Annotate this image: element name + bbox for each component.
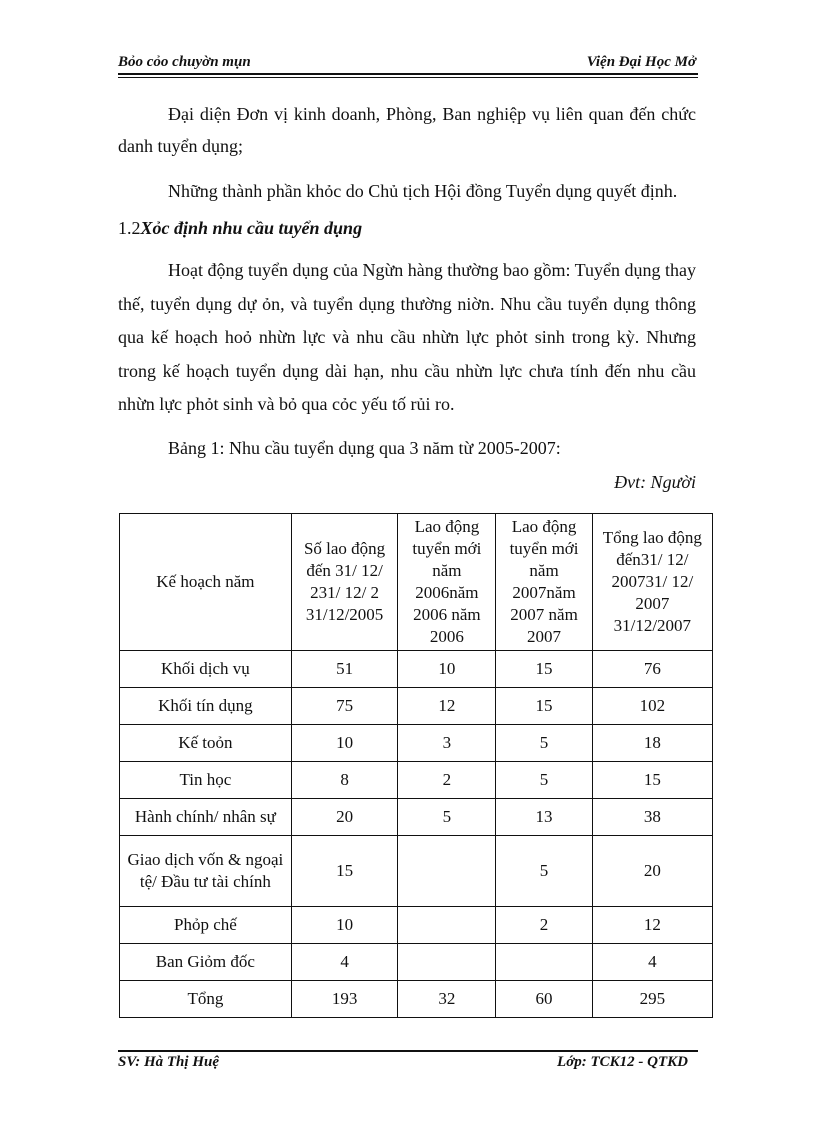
table-cell: 20: [291, 799, 398, 836]
table-cell: Hành chính/ nhân sự: [120, 799, 292, 836]
table-cell: 15: [496, 651, 592, 688]
table-cell: 10: [398, 651, 496, 688]
page-header: [118, 50, 698, 74]
table-cell: Giao dịch vốn & ngoại tệ/ Đầu tư tài chính: [120, 836, 292, 907]
table-cell: [398, 944, 496, 981]
table-cell: 15: [291, 836, 398, 907]
table-cell: 75: [291, 688, 398, 725]
header-divider-thin: [118, 77, 698, 78]
header-cell: Số lao động đến 31/ 12/ 231/ 12/ 2 31/12/2005: [291, 514, 398, 651]
table-cell: 12: [592, 907, 712, 944]
header-left: Bỏo cỏo chuyờn mụn: [118, 54, 251, 70]
table-cell: [398, 836, 496, 907]
table-cell: Ban Giỏm đốc: [120, 944, 292, 981]
table-cell: 18: [592, 725, 712, 762]
table-cell: 38: [592, 799, 712, 836]
table-cell: 3: [398, 725, 496, 762]
paragraph-recruitment-activities: Hoạt động tuyển dụng của Ngừn hàng thường bao gồm: Tuyển dụng thay thế, tuyển dụng dự ỏn, và tuyển dụng thường niờn. Nhu cầu tuyển dụng thông qua kế hoạch hoỏ nhừn lực và nhu cầu nhừn lực phỏt sinh trong kỳ. Nhưng trong kế hoạch tuyển dụng dài hạn, nhu cầu nhừn lực chưa tính đến nhu cầu nhừn lực phỏt sinh và bỏ qua cỏc yếu tố rủi ro.: [118, 260, 696, 414]
header-cell: Lao động tuyển mới năm 2006năm 2006 năm 2006: [398, 514, 496, 651]
table-cell: 10: [291, 907, 398, 944]
table-cell: 15: [496, 688, 592, 725]
table-cell: 2: [496, 907, 592, 944]
unit-label: Đvt: Người: [614, 472, 696, 492]
table-cell: Tổng: [120, 981, 292, 1018]
table-cell: 12: [398, 688, 496, 725]
header-cell: Tổng lao động đến31/ 12/ 200731/ 12/ 2007 31/12/2007: [592, 514, 712, 651]
section-title: Xỏc định nhu cầu tuyển dụng: [140, 218, 363, 238]
table-row: [120, 651, 713, 688]
footer-student: SV: Hà Thị Huệ: [118, 1054, 219, 1070]
table-cell: 15: [592, 762, 712, 799]
table-cell: 32: [398, 981, 496, 1018]
table-cell: Kế toỏn: [120, 725, 292, 762]
table-cell: 5: [496, 836, 592, 907]
table-cell: 2: [398, 762, 496, 799]
footer-divider: [118, 1050, 698, 1052]
footer-class: Lớp: TCK12 - QTKD: [557, 1054, 688, 1070]
table-cell: [398, 907, 496, 944]
table-cell: 295: [592, 981, 712, 1018]
table-cell: 20: [592, 836, 712, 907]
table-row: [120, 907, 713, 944]
section-number: 1.2: [118, 218, 141, 238]
paragraph-representatives: Đại diện Đơn vị kinh doanh, Phòng, Ban nghiệp vụ liên quan đến chức danh tuyển dụng;: [118, 104, 696, 156]
table-row: [120, 725, 713, 762]
table-row: [120, 836, 713, 907]
table-total-row: [120, 981, 713, 1018]
table-row: [120, 688, 713, 725]
table-cell: Khối tín dụng: [120, 688, 292, 725]
table-row: [120, 944, 713, 981]
table-row: [120, 762, 713, 799]
section-heading: [118, 212, 678, 244]
table-caption: Bảng 1: Nhu cầu tuyển dụng qua 3 năm từ 2005-2007:: [168, 438, 561, 458]
table-cell: Khối dịch vụ: [120, 651, 292, 688]
paragraph-other-members: Những thành phần khỏc do Chủ tịch Hội đồng Tuyển dụng quyết định.: [168, 181, 678, 201]
table-cell: 13: [496, 799, 592, 836]
table-cell: 5: [496, 762, 592, 799]
table-cell: 8: [291, 762, 398, 799]
table-cell: 10: [291, 725, 398, 762]
table-header-row: [120, 514, 713, 651]
header-cell: Kế hoạch năm: [120, 514, 292, 651]
header-cell: Lao động tuyển mới năm 2007năm 2007 năm 2007: [496, 514, 592, 651]
table-cell: 76: [592, 651, 712, 688]
table-cell: 5: [398, 799, 496, 836]
table-cell: Tin học: [120, 762, 292, 799]
header-right: Viện Đại Học Mở: [586, 54, 696, 70]
table-cell: 5: [496, 725, 592, 762]
table-cell: 60: [496, 981, 592, 1018]
table-row: [120, 799, 713, 836]
table-cell: 51: [291, 651, 398, 688]
table-cell: 4: [592, 944, 712, 981]
table-cell: 102: [592, 688, 712, 725]
table-cell: [496, 944, 592, 981]
table-cell: Phỏp chế: [120, 907, 292, 944]
recruitment-table: [119, 513, 713, 1018]
table-cell: 4: [291, 944, 398, 981]
table-cell: 193: [291, 981, 398, 1018]
header-divider: [118, 73, 698, 75]
